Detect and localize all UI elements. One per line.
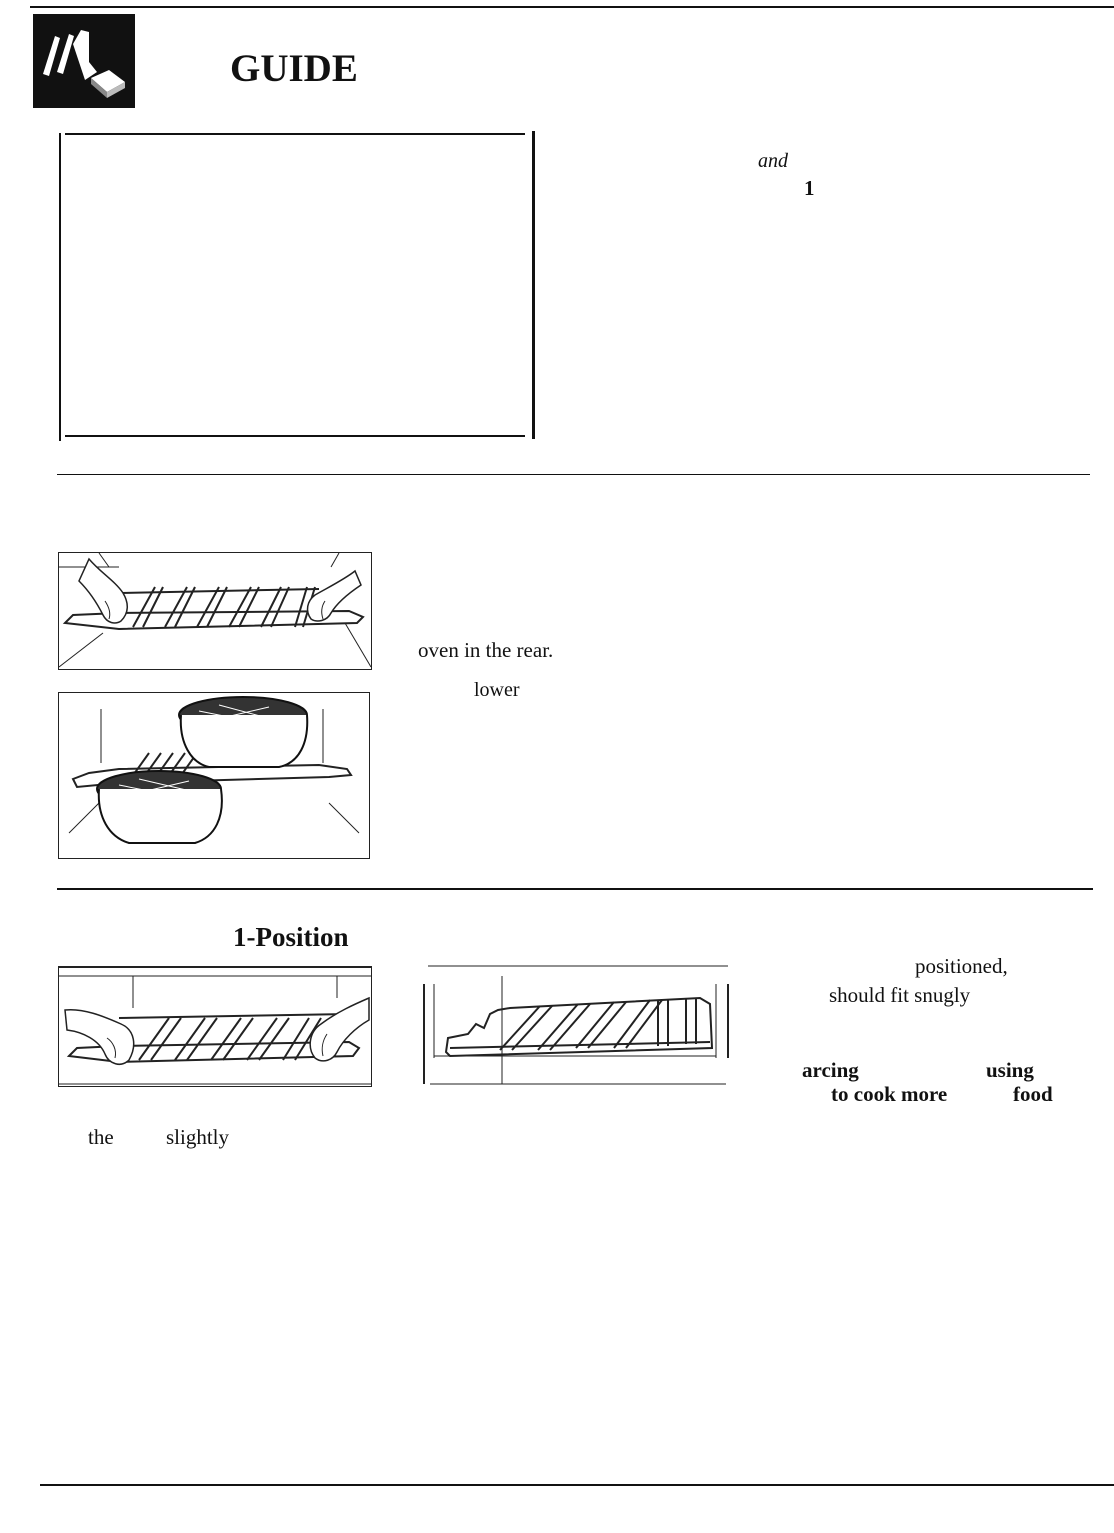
shelf-grip-illustration: [58, 966, 372, 1087]
page-title: GUIDE: [230, 47, 358, 90]
text-positioned: positioned,: [915, 954, 1008, 978]
text-lower: lower: [474, 679, 520, 701]
frame-bottom-edge: [65, 435, 525, 437]
text-oven-rear: oven in the rear.: [418, 638, 554, 662]
hand-pressing-button-icon: [33, 14, 135, 108]
text-to-cook-more: to cook more: [831, 1082, 948, 1106]
frame-right-edge: [532, 131, 535, 439]
two-shelves-casserole-illustration: [58, 692, 370, 859]
frame-top-edge: [65, 133, 525, 135]
shelf-side-view-illustration: [420, 964, 732, 1088]
logo-icon: [33, 14, 135, 108]
top-rule: [30, 6, 1114, 8]
frame-left-edge: [59, 133, 61, 441]
numeral-one: 1: [804, 176, 815, 200]
position-heading: 1-Position: [233, 922, 349, 952]
section-divider-1: [57, 474, 1090, 475]
bottom-rule: [40, 1484, 1114, 1486]
text-should-fit-snugly: should fit snugly: [829, 983, 971, 1007]
text-the: the: [88, 1125, 114, 1149]
shelf-insert-illustration: [58, 552, 372, 670]
text-slightly: slightly: [166, 1125, 230, 1149]
text-arcing: arcing: [802, 1058, 859, 1082]
word-and: and: [758, 150, 788, 172]
text-using: using: [986, 1058, 1034, 1082]
section-divider-2: [57, 888, 1093, 890]
text-food: food: [1013, 1082, 1053, 1106]
